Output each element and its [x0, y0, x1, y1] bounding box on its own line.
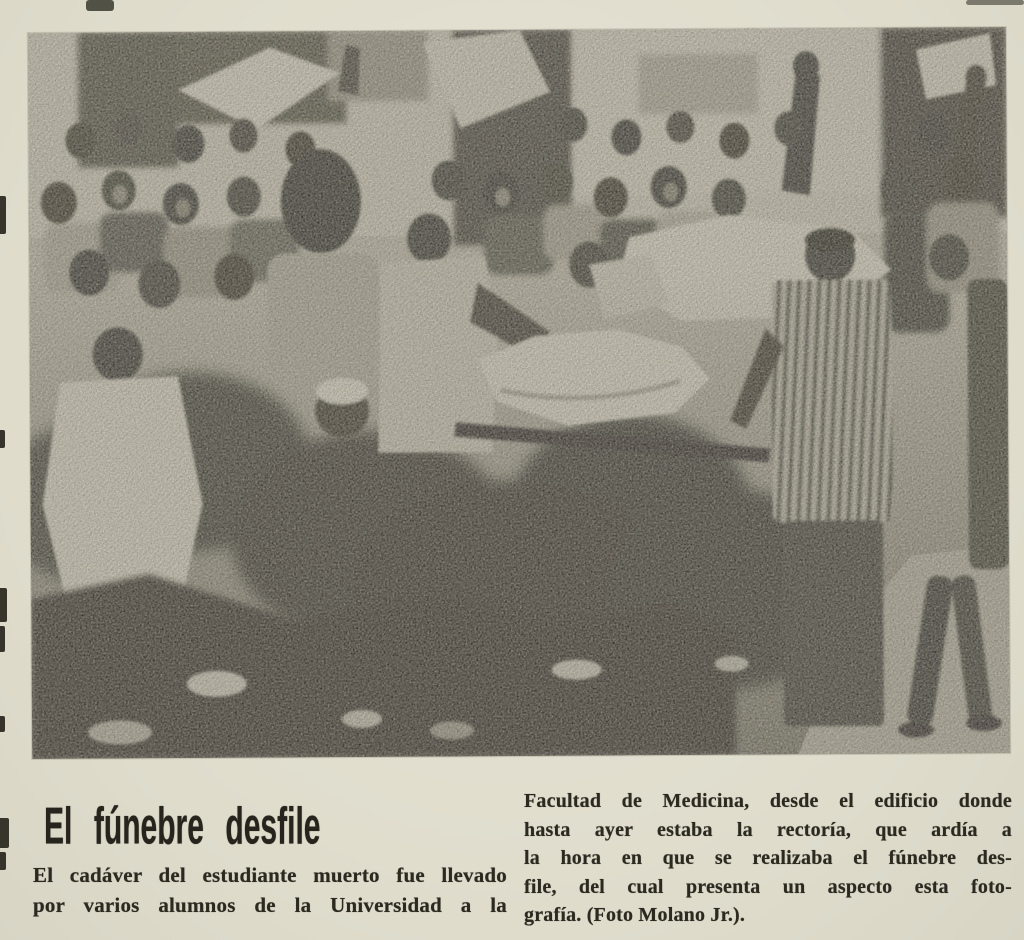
caption-line: hasta ayer estaba la rectoría, que ardía a — [524, 818, 1012, 841]
caption-line: la hora en que se realizaba el fúnebre des- — [524, 847, 1012, 869]
scan-artifact — [0, 430, 5, 448]
caption-left-column — [33, 860, 507, 920]
caption-line: El cadáver del estudiante muerto fue llevado — [33, 863, 507, 887]
scan-artifact — [0, 818, 9, 848]
caption-line: Facultad de Medicina, desde el edificio donde — [524, 790, 1012, 812]
caption-line: grafía. (Foto Molano Jr.). — [524, 904, 746, 926]
caption-right-column — [524, 787, 1012, 930]
caption-headline: El fúnebre desfile — [44, 796, 321, 856]
halftone-texture — [28, 27, 1010, 759]
scan-artifact — [0, 588, 7, 622]
scan-artifact — [0, 626, 5, 652]
photo-canvas — [28, 27, 1010, 759]
scan-artifact — [86, 0, 114, 11]
caption-line: file, del cual presenta un aspecto esta foto- — [524, 875, 1012, 898]
scan-artifact — [0, 196, 6, 234]
scan-artifact — [0, 852, 6, 870]
scan-artifact — [966, 0, 1024, 5]
scan-artifact — [0, 716, 5, 732]
caption-line: por varios alumnos de la Universidad a la — [33, 893, 507, 917]
news-photo — [28, 27, 1010, 759]
